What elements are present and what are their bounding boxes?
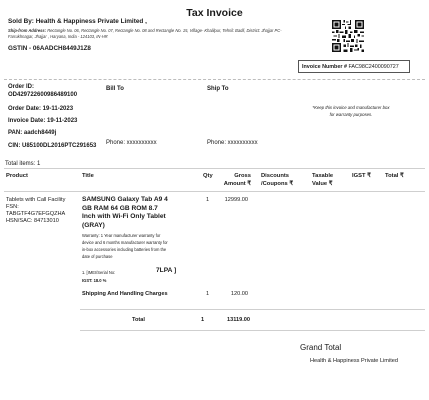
ship-to-heading: Ship To xyxy=(207,86,229,92)
divider xyxy=(4,191,425,192)
product-title xyxy=(82,196,190,230)
bill-to-phone: Phone: xxxxxxxxxx xyxy=(106,140,157,146)
warranty-l3: in-box accessories including batteries from the xyxy=(82,247,167,252)
product-title-l4: (GRAY) xyxy=(82,221,105,229)
total-items: Total items: 1 xyxy=(5,161,41,167)
product-fsn-label: FSN: xyxy=(6,204,19,210)
col-header-qty: Qty xyxy=(203,173,213,179)
order-date: Order Date: 19-11-2023 xyxy=(8,106,74,112)
imei-value: 7LPA ] xyxy=(156,267,177,274)
col-header-discounts xyxy=(261,172,293,188)
total-amount: 13119.00 xyxy=(226,317,250,323)
ship-to-phone: Phone: xxxxxxxxxx xyxy=(207,140,258,146)
pan-number: PAN: aadch8449j xyxy=(8,130,57,136)
imei-label: 1. [IMEI/Serial No: xyxy=(82,270,116,275)
seller-name: Health & Happiness Private Limited xyxy=(310,358,398,364)
divider xyxy=(4,79,425,80)
col-header-taxable-l1: Taxable xyxy=(312,173,334,179)
col-header-discounts-l1: Discounts xyxy=(261,173,290,179)
col-header-gross-l1: Gross xyxy=(234,173,251,179)
bill-to-heading: Bill To xyxy=(106,86,124,92)
product-title-l1: SAMSUNG Galaxy Tab A9 4 xyxy=(82,196,168,203)
ship-from-address xyxy=(8,28,296,40)
warranty-note: *Keep this invoice and manufacturer box for warranty purposes. xyxy=(312,105,390,118)
divider xyxy=(80,309,425,310)
gstin: GSTIN - 06AADCH8449J1Z8 xyxy=(8,45,91,52)
invoice-date: Invoice Date: 19-11-2023 xyxy=(8,118,78,124)
row-qty: 1 xyxy=(206,197,210,203)
total-qty: 1 xyxy=(201,317,205,323)
col-header-title: Title xyxy=(82,173,94,179)
row-gross: 12999.00 xyxy=(224,197,248,203)
warranty-l2: device and 6 months manufacturer warranty for xyxy=(82,240,168,245)
order-id-label: Order ID: xyxy=(8,84,35,90)
product-cell xyxy=(6,197,78,225)
warranty-l4: date of purchase xyxy=(82,254,113,259)
col-header-discounts-l2: /Coupons ₹ xyxy=(261,181,294,187)
product-fsn: TABGTF4G7EFGQZHA xyxy=(6,211,66,217)
col-header-gross xyxy=(223,172,251,188)
shipping-qty: 1 xyxy=(206,291,210,297)
invoice-number-box xyxy=(298,60,410,73)
total-label: Total xyxy=(132,317,145,323)
shipping-label: Shipping And Handling Charges xyxy=(82,291,168,297)
ship-from-text: Rectangle No. 06, Rectangle No. 07, Rectangle No. 08 and Rectangle No. 15, Village- Khalilpur, Tehsil: Badli, District: Jhajjar PC- Farrukhnagar, Jhajjar , Haryana, India - 124103, IN-HR xyxy=(8,28,282,40)
col-header-product: Product xyxy=(6,173,28,179)
product-category: Tablets with Call Facility xyxy=(6,197,66,203)
col-header-taxable xyxy=(312,172,333,188)
igst-rate: IGST: 18.0 % xyxy=(82,278,107,283)
order-id: OD429722600986489100 xyxy=(8,92,78,98)
col-header-igst: IGST ₹ xyxy=(352,173,371,179)
cin-number: CIN: U85100DL2016PTC291653 xyxy=(8,143,97,149)
invoice-number-label: Invoice Number # xyxy=(302,64,347,70)
shipping-gross: 120.00 xyxy=(230,291,248,297)
warranty-text xyxy=(82,232,200,260)
product-title-l2: GB RAM 64 GB ROM 8.7 xyxy=(82,204,158,212)
col-header-total: Total ₹ xyxy=(385,173,404,179)
divider xyxy=(80,330,425,331)
grand-total-label: Grand Total xyxy=(300,343,342,352)
qr-code-icon xyxy=(332,20,364,52)
divider xyxy=(4,168,425,169)
col-header-gross-l2: Amount ₹ xyxy=(223,181,251,187)
invoice-title: Tax Invoice xyxy=(186,7,243,19)
col-header-taxable-l2: Value ₹ xyxy=(312,181,333,187)
ship-from-label: Ship-from Address: xyxy=(8,28,47,33)
sold-by: Sold By: Health & Happiness Private Limited , xyxy=(8,18,147,25)
invoice-number: FAC98C2400090727 xyxy=(348,64,399,70)
warranty-l1: Warranty: 1 Year manufacturer warranty for xyxy=(82,233,161,238)
product-hsn: HSN/SAC: 84713010 xyxy=(6,218,59,224)
product-title-l3: Inch with Wi-Fi Only Tablet xyxy=(82,213,166,220)
